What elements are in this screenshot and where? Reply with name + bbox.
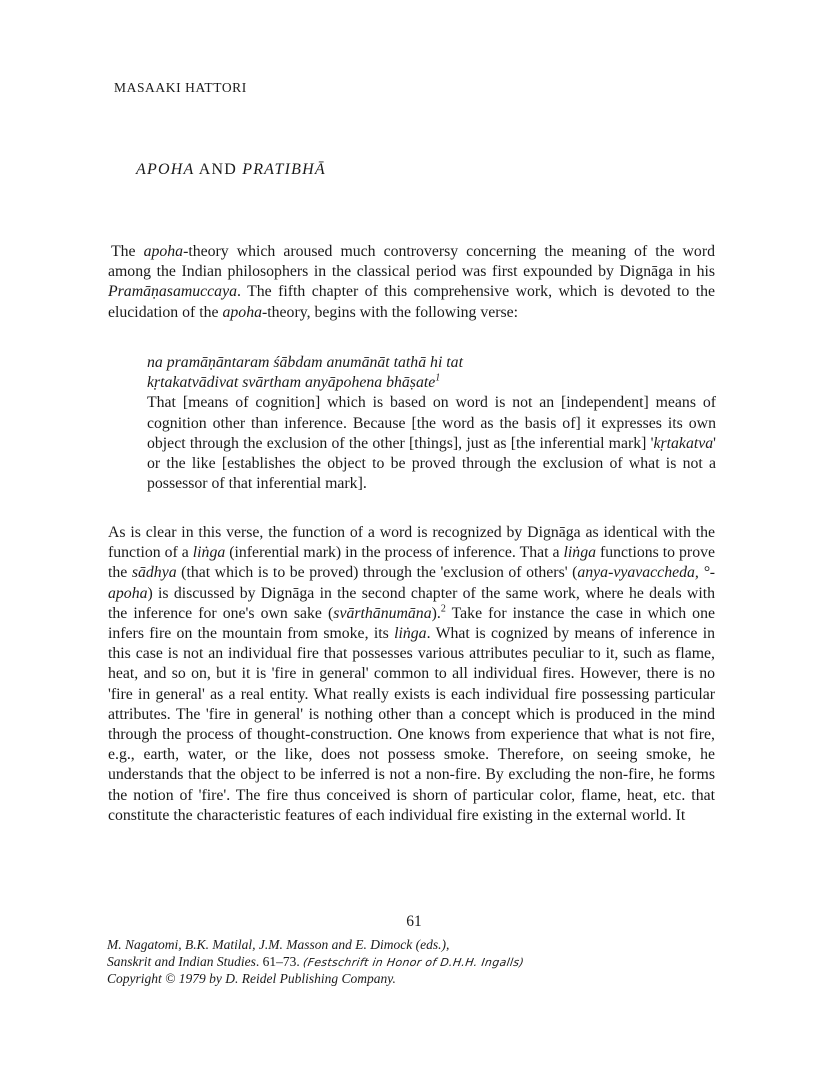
italic-term: liṅga <box>192 544 226 562</box>
title-apoha: APOHA <box>136 161 195 178</box>
page-number: 61 <box>406 913 422 930</box>
text-run: . The fifth chapter of this comprehensive work, which is devoted to the elucidation of the <box>108 283 715 321</box>
footnote-ref-1: 1 <box>435 372 441 384</box>
text-run: That [means of cognition] which is based on word is not an [independent] means of cognition other than inference. Because [the word as the basis of] it expresses its own object through the exclusion of the other [things], just as [the inferential mark] ' <box>147 394 716 452</box>
intro-paragraph <box>108 242 715 323</box>
text-run: . What is cognized by means of inference in this case is not an individual fire that possesses various attributes peculiar to it, such as flame, heat, and so on, but it is 'fire in general' common to all individual fires. However, there is no 'fire in general' as a real entity. What really exists is each individual fire possessing particular attributes. The 'fire in general' is nothing other than a concept which is produced in the mind through the process of thought-construction. One knows from experience that what is not fire, e.g., earth, water, or the like, does not possess smoke. Therefore, on seeing smoke, he understands that the object to be inferred is not a non-fire. By excluding the non-fire, he forms the notion of 'fire'. The fire thus conceived is shorn of particular color, flame, heat, etc. that constitute the characteristic features of each individual fire existing in the external world. It <box>108 625 715 824</box>
citation-pages: . 61–73. <box>255 953 304 969</box>
verse-translation <box>147 393 716 494</box>
citation-editors-text: M. Nagatomi, B.K. Matilal, J.M. Masson and E. Dimock (eds.), <box>107 937 450 952</box>
text-run: ). <box>431 604 441 622</box>
text-run: functions to prove the <box>108 544 716 582</box>
verse-line-1: na pramāṇāntaram śābdam anumānāt tathā hi tat <box>147 354 463 371</box>
main-paragraph <box>108 523 715 826</box>
citation-footer <box>107 937 727 988</box>
text-run: (that which is to be proved) through the 'exclusion of others' ( <box>176 564 578 582</box>
italic-term: kṛtakatva <box>653 434 714 452</box>
footnote-ref-2: 2 <box>440 603 446 615</box>
italic-term: apoha <box>143 243 184 260</box>
title-and: AND <box>194 161 243 178</box>
text-run: The <box>111 243 144 260</box>
text-run: ) is discussed by Dignāga in the second chapter of the same work, where he deals with the inference for one's own sake ( <box>108 584 715 622</box>
citation-source <box>107 954 727 972</box>
article-title <box>136 161 326 179</box>
text-run: As is clear in this verse, the function of a word is recognized by Dignāga as identical with the function of a <box>108 524 715 562</box>
italic-term: Pramāṇasamuccaya <box>108 283 237 301</box>
citation-copyright-text: Copyright © 1979 by D. Reidel Publishing Company. <box>107 971 396 986</box>
text-run: Take for instance the case in which one infers fire on the mountain from smoke, its <box>108 604 715 643</box>
title-pratibha: PRATIBHĀ <box>242 161 326 178</box>
verse-block <box>147 353 716 494</box>
citation-copyright <box>107 971 727 988</box>
italic-term: sādhya <box>131 564 177 582</box>
italic-term: apoha <box>222 303 262 321</box>
italic-term: liṅga <box>394 625 427 643</box>
italic-term: anya-vyavaccheda, °-apoha <box>108 564 715 602</box>
text-run: ' or the like [establishes the object to be proved through the exclusion of what is not a possessor of that inferential mark]. <box>147 434 716 493</box>
italic-term: liṅga <box>563 544 596 562</box>
text-run: (inferential mark) in the process of inference. That a <box>225 544 564 562</box>
verse-line-2 <box>147 373 716 393</box>
text-run: -theory, begins with the following verse: <box>262 303 519 321</box>
verse-line-2-text: kṛtakatvādivat svārtham anyāpohena bhāṣate <box>147 374 436 392</box>
italic-term: svārthānumāna <box>333 604 432 622</box>
handwritten-note: (Festschrift in Honor of D.H.H. Ingalls) <box>302 955 526 969</box>
author-name: MASAAKI HATTORI <box>114 80 247 95</box>
citation-editors <box>107 937 727 954</box>
text-run: -theory which aroused much controversy concerning the meaning of the word among the Indian philosophers in the classical period was first expounded by Dignāga in his <box>108 243 715 281</box>
citation-book-title: Sanskrit and Indian Studies <box>107 953 256 969</box>
